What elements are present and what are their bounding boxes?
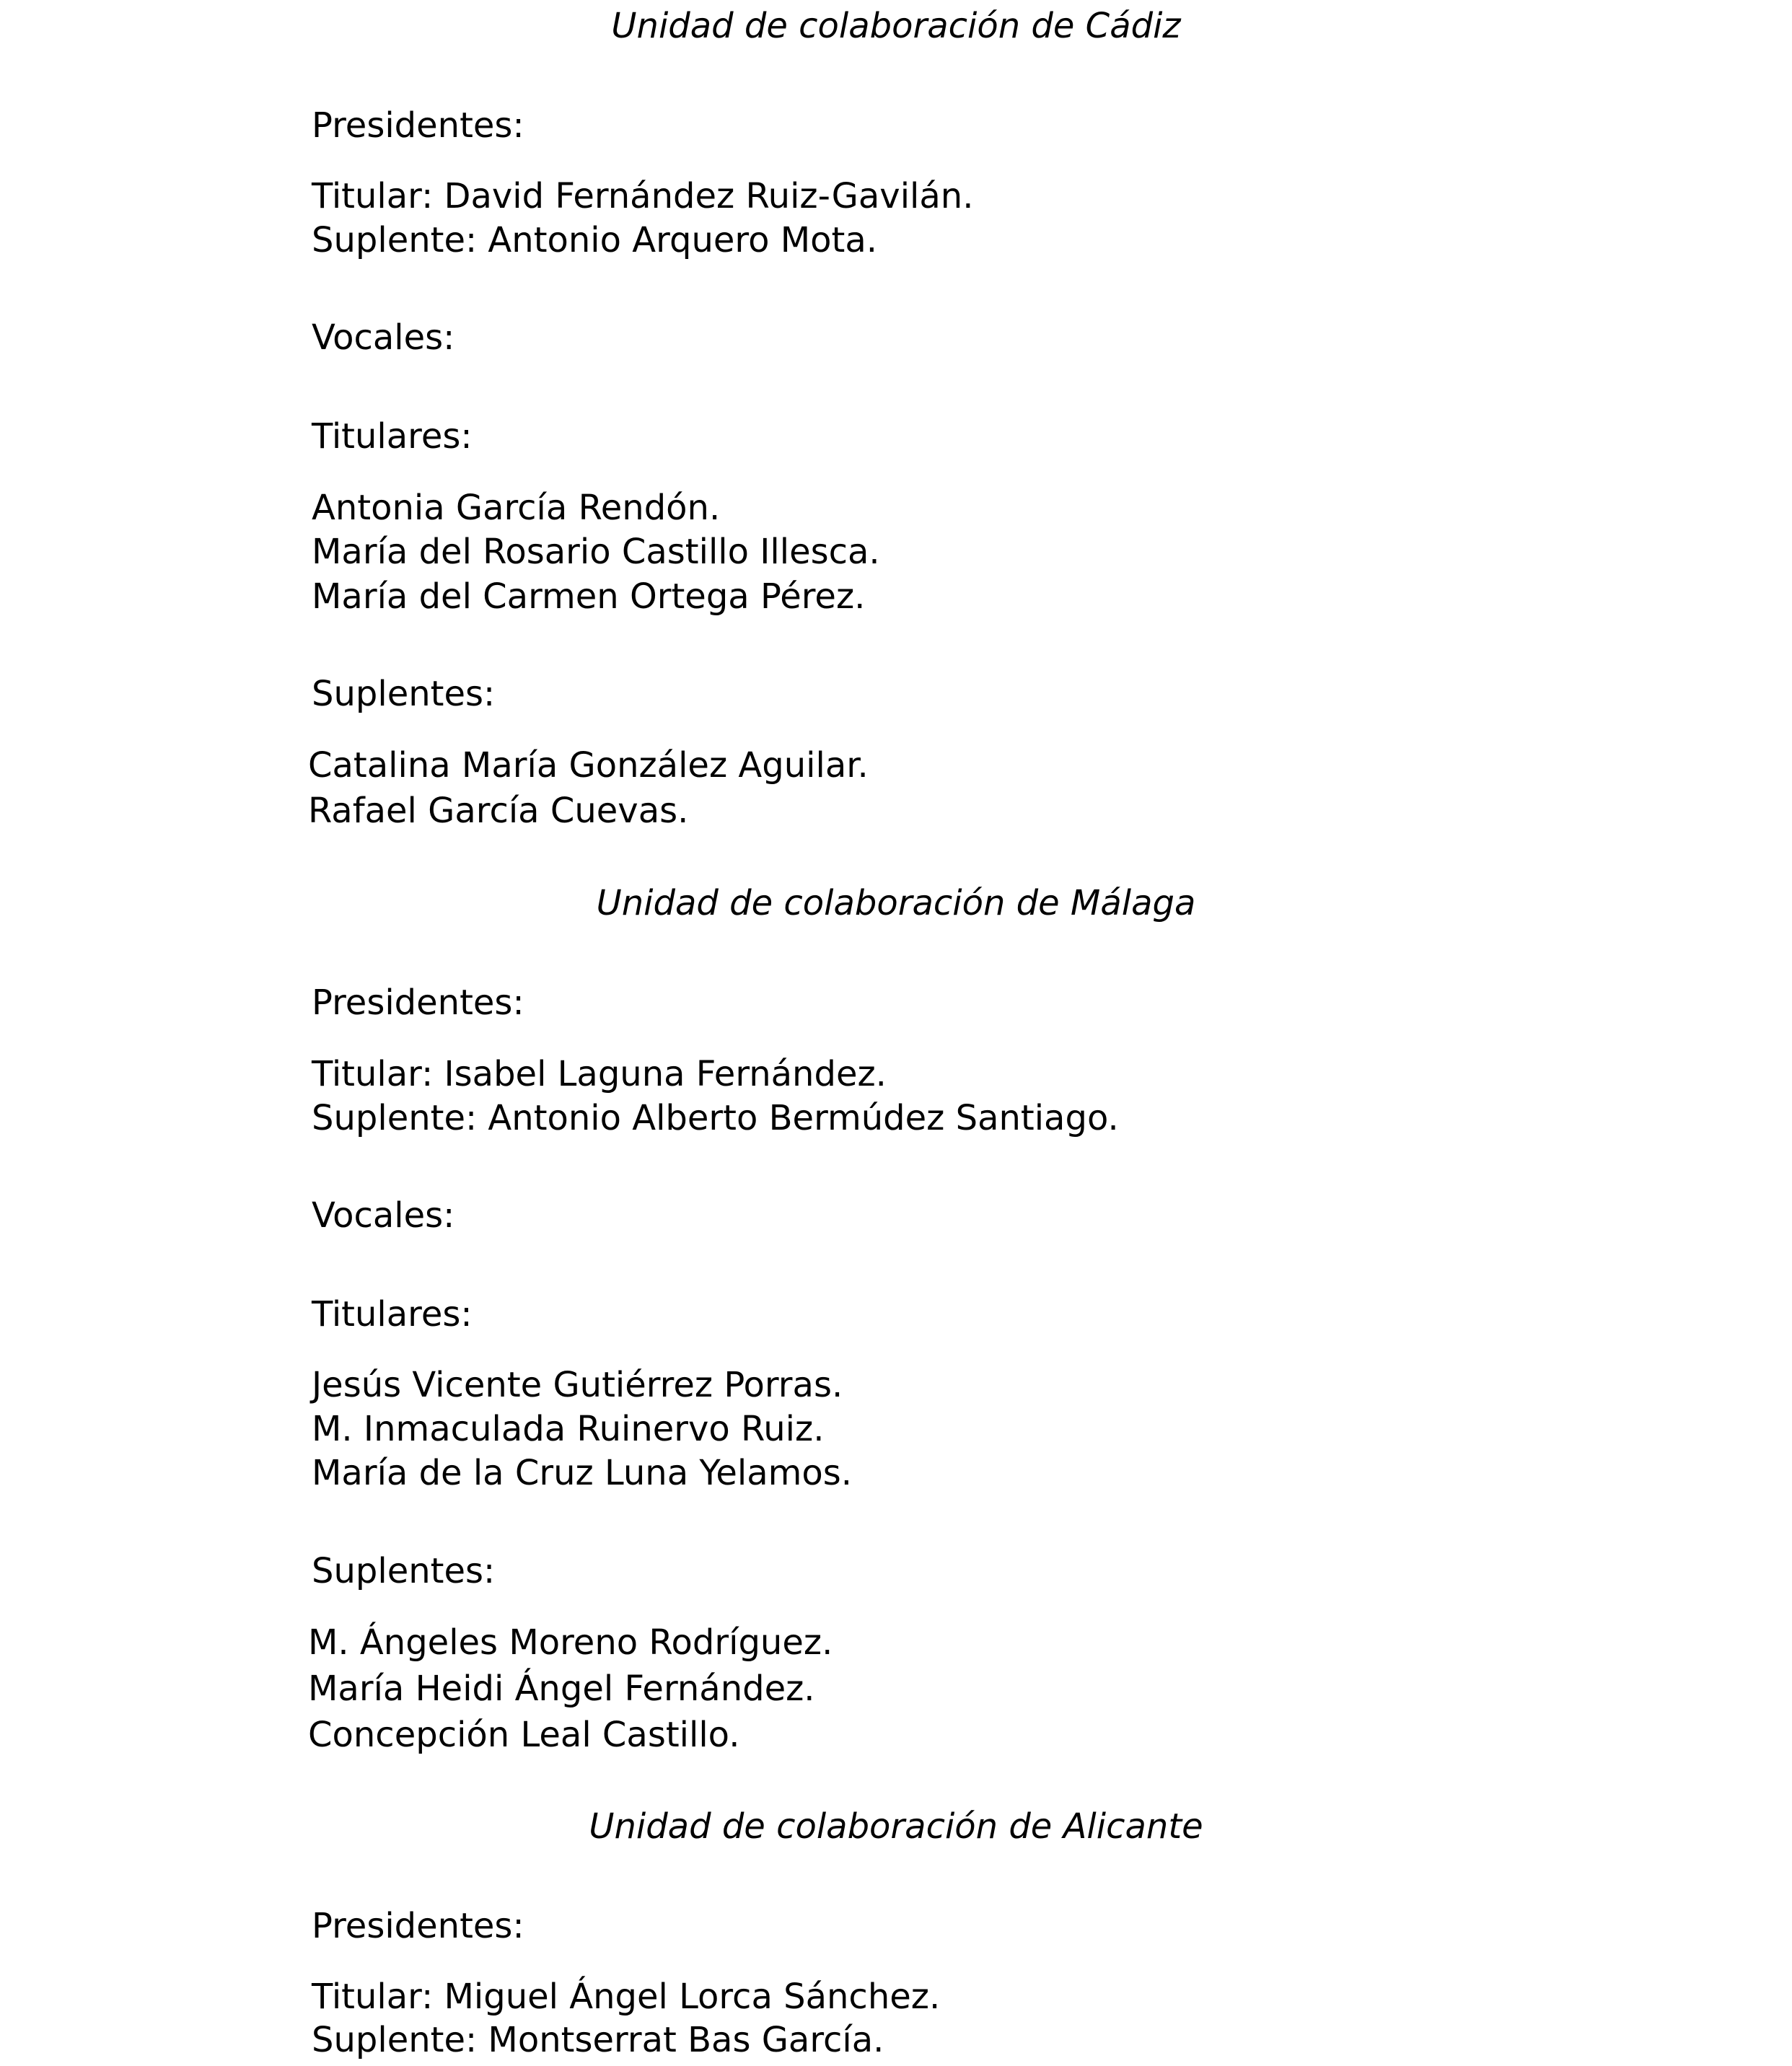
- titulares-item: Jesús Vicente Gutiérrez Porras.: [312, 1365, 843, 1405]
- suplente-line: Suplente: Antonio Alberto Bermúdez Santiago.: [312, 1098, 1119, 1138]
- titulares-item: María del Rosario Castillo Illesca.: [312, 532, 880, 572]
- suplentes-item: Concepción Leal Castillo.: [308, 1715, 740, 1755]
- titulares-item: Antonia García Rendón.: [312, 488, 721, 528]
- section-heading-malaga: Unidad de colaboración de Málaga: [596, 883, 1196, 923]
- suplentes-item: María Heidi Ángel Fernández.: [308, 1669, 815, 1709]
- titulares-label: Titulares:: [312, 1294, 473, 1335]
- titulares-item: M. Inmaculada Ruinervo Ruiz.: [312, 1409, 825, 1449]
- titular-line: Titular: David Fernández Ruiz-Gavilán.: [312, 176, 974, 216]
- titulares-item: María del Carmen Ortega Pérez.: [312, 576, 866, 617]
- suplente-line: Suplente: Montserrat Bas García.: [312, 2020, 884, 2060]
- vocales-label: Vocales:: [312, 317, 455, 358]
- titular-line: Titular: Isabel Laguna Fernández.: [312, 1054, 887, 1094]
- suplente-line: Suplente: Antonio Arquero Mota.: [312, 220, 877, 260]
- presidentes-label: Presidentes:: [312, 105, 524, 146]
- titulares-item: María de la Cruz Luna Yelamos.: [312, 1453, 852, 1493]
- titular-line: Titular: Miguel Ángel Lorca Sánchez.: [312, 1977, 941, 2017]
- presidentes-label: Presidentes:: [312, 983, 524, 1023]
- suplentes-item: Catalina María González Aguilar.: [308, 745, 869, 786]
- suplentes-item: M. Ángeles Moreno Rodríguez.: [308, 1622, 833, 1663]
- suplentes-item: Rafael García Cuevas.: [308, 791, 689, 831]
- presidentes-label: Presidentes:: [312, 1906, 524, 1946]
- suplentes-label: Suplentes:: [312, 674, 496, 714]
- section-heading-cadiz: Unidad de colaboración de Cádiz: [611, 6, 1181, 46]
- suplentes-label: Suplentes:: [312, 1551, 496, 1591]
- section-heading-alicante: Unidad de colaboración de Alicante: [589, 1806, 1203, 1847]
- vocales-label: Vocales:: [312, 1195, 455, 1236]
- titulares-label: Titulares:: [312, 416, 473, 457]
